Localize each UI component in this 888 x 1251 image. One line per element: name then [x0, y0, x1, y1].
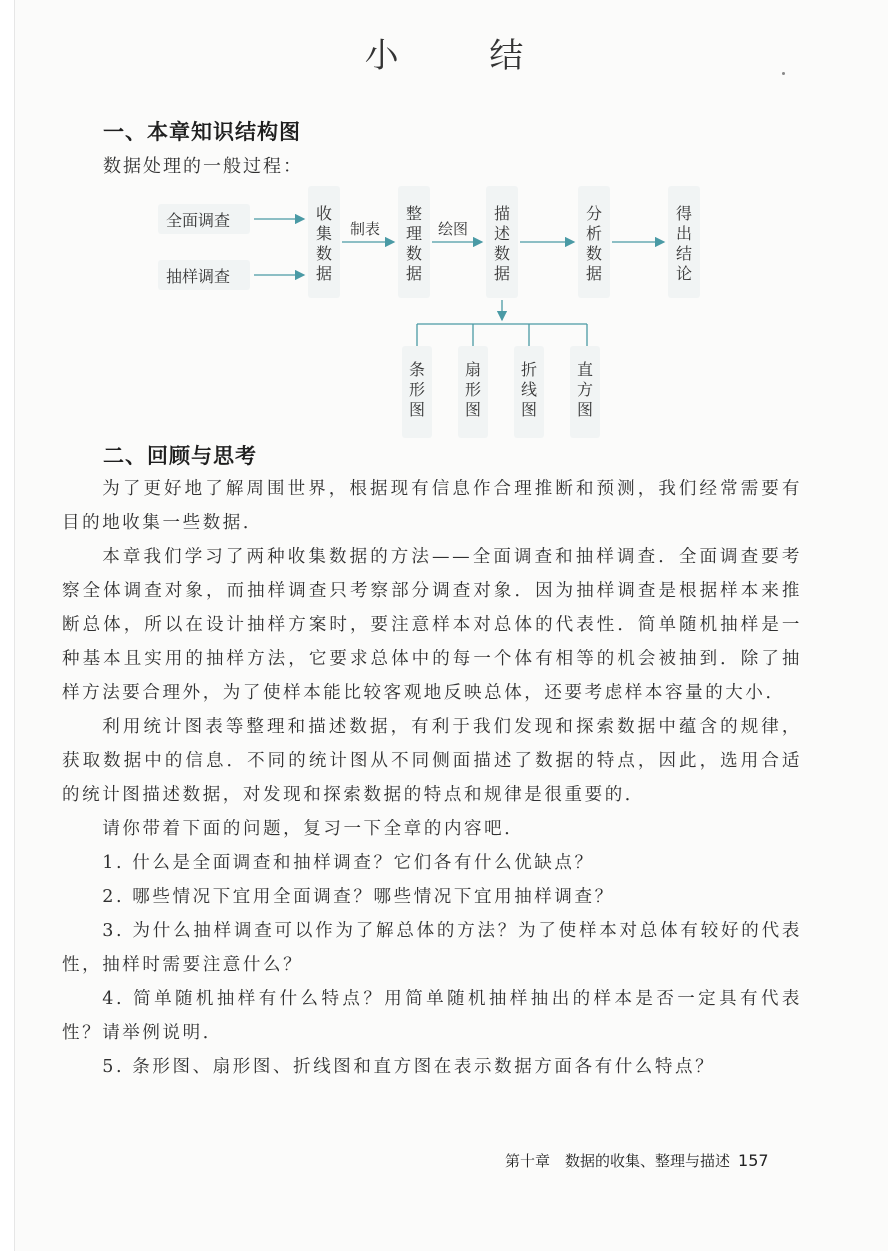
node-organize-data: 整理数据	[405, 204, 422, 283]
section-heading-structure: 一、本章知识结构图	[103, 120, 301, 144]
node-histogram: 直方图	[576, 360, 593, 419]
node-bar-chart: 条形图	[408, 360, 425, 419]
question-item: 2. 哪些情况下宜用全面调查？哪些情况下宜用抽样调查？	[102, 887, 615, 907]
node-analyze-data: 分析数据	[585, 204, 602, 283]
node-describe-data: 描述数据	[493, 204, 510, 283]
page-footer	[505, 1150, 769, 1171]
paragraph: 请你带着下面的问题，复习一下全章的内容吧．	[102, 819, 525, 839]
question-item: 4. 简单随机抽样有什么特点？用简单随机抽样抽出的样本是否一定具有代表性？请举例说明．	[62, 989, 802, 1043]
chapter-title: 第十章 数据的收集、整理与描述	[505, 1152, 731, 1170]
node-sample-survey: 抽样调查	[166, 267, 231, 286]
node-line-chart: 折线图	[520, 360, 537, 419]
node-draw-conclusion: 得出结论	[675, 204, 692, 283]
paragraph: 利用统计图表等整理和描述数据，有利于我们发现和探索数据中蕴含的规律，获取数据中的信息．不同的统计图从不同侧面描述了数据的特点，因此，选用合适的统计图描述数据，对发现和探索数据的特点和规律是很重要的．	[62, 717, 802, 805]
review-text	[62, 472, 802, 1084]
node-pie-chart: 扇形图	[464, 360, 481, 419]
question-item: 5. 条形图、扇形图、折线图和直方图在表示数据方面各有什么特点？	[102, 1057, 716, 1077]
paragraph: 本章我们学习了两种收集数据的方法——全面调查和抽样调查．全面调查要考察全体调查对象，而抽样调查只考察部分调查对象．因为抽样调查是根据样本来推断总体，所以在设计抽样方案时，要注意样本对总体的代表性．简单随机抽样是一种基本且实用的抽样方法，它要求总体中的每一个体有相等的机会被抽到．除了抽样方法要合理外，为了使样本能比较客观地反映总体，还要考虑样本容量的大小．	[62, 547, 802, 703]
question-item: 3. 为什么抽样调查可以作为了解总体的方法？为了使样本对总体有较好的代表性，抽样时需要注意什么？	[62, 921, 802, 975]
section-heading-review: 二、回顾与思考	[103, 444, 257, 468]
paragraph: 为了更好地了解周围世界，根据现有信息作合理推断和预测，我们经常需要有目的地收集一些数据．	[62, 479, 802, 533]
flow-intro: 数据处理的一般过程：	[103, 156, 303, 177]
node-collect-data: 收集数据	[315, 204, 332, 283]
label-draw: 绘图	[438, 220, 469, 238]
label-tabulate: 制表	[350, 220, 381, 238]
page-title: 小 结	[364, 36, 564, 76]
node-full-survey: 全面调查	[166, 211, 231, 230]
question-item: 1. 什么是全面调查和抽样调查？它们各有什么优缺点？	[102, 853, 595, 873]
page-number: 157	[738, 1151, 769, 1170]
